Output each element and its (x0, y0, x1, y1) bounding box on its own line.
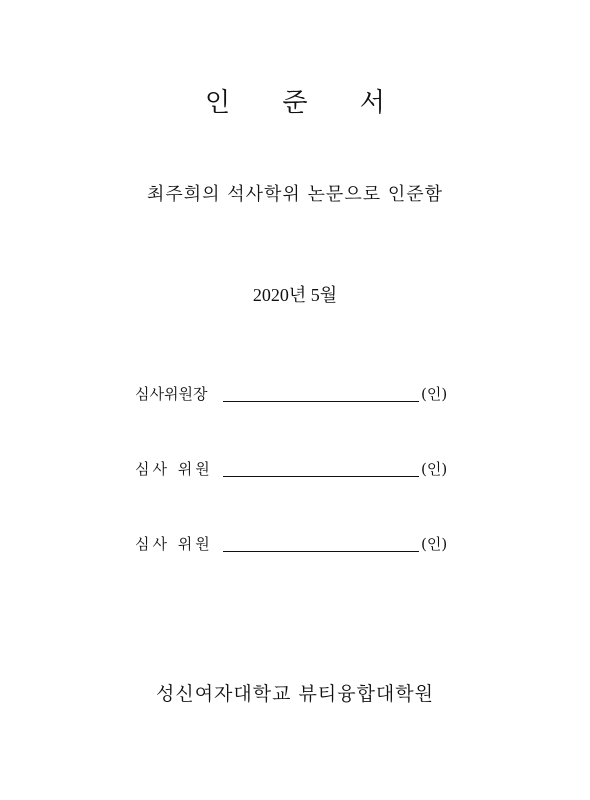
signature-line (223, 387, 419, 402)
seal-mark: (인) (421, 385, 448, 403)
signature-row-chair (135, 383, 447, 404)
signature-label: 심사 위원 (135, 535, 213, 553)
seal-mark: (인) (421, 535, 448, 553)
signature-line (223, 462, 419, 477)
signature-line (223, 537, 419, 552)
approval-statement: 최주희의 석사학위 논문으로 인준함 (147, 184, 443, 205)
document-title: 인 준 서 (205, 88, 407, 118)
approval-date: 2020년 5월 (252, 285, 338, 305)
signature-label: 심사위원장 (135, 385, 208, 403)
signature-row-member-2 (135, 533, 447, 554)
seal-mark: (인) (421, 460, 448, 478)
institution-name: 성신여자대학교 뷰티융합대학원 (156, 683, 434, 705)
signature-label: 심사 위원 (135, 460, 213, 478)
signature-row-member-1 (135, 458, 447, 479)
